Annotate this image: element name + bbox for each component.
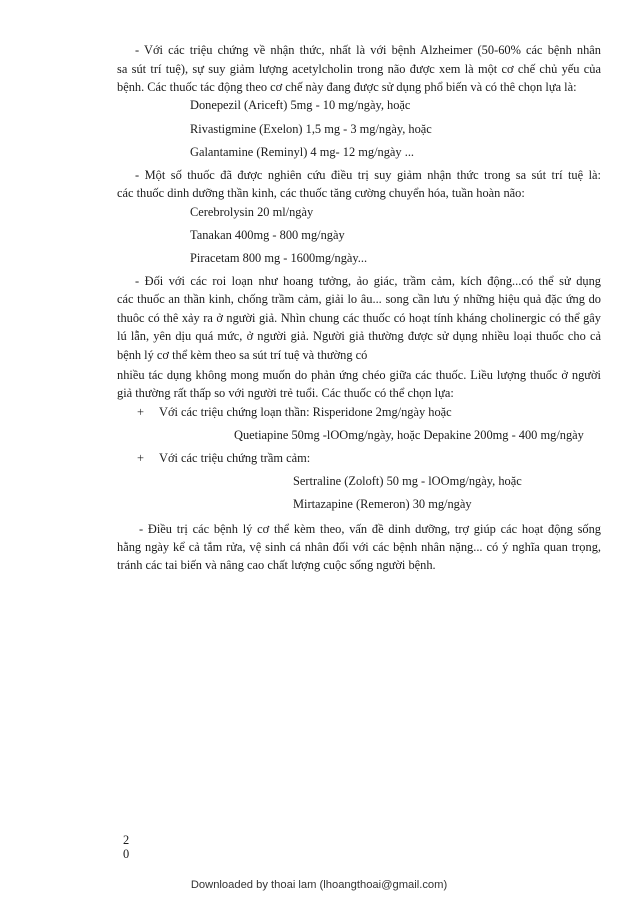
drug-galantamine: Galantamine (Reminyl) 4 mg- 12 mg/ngày ... xyxy=(190,145,415,159)
paragraph-4-line-2: hằng ngày kể cả tắm rửa, vệ sinh cá nhân đối với các bệnh nhân nặng... có ý nghĩa quan trọng, xyxy=(117,540,601,554)
download-footer: Downloaded by thoai lam (lhoangthoai@gmail.com) xyxy=(190,879,448,891)
paragraph-3-line-1: - Đối với các roi loạn như hoang tưởng, ảo giác, trầm cảm, kích động...có thể sử dụng xyxy=(135,274,601,288)
paragraph-3-line-3: thuôc có thê xảy ra ở người giả. Nhìn chung các thuốc có hoạt tính kháng cholinergic có thể gây xyxy=(117,311,601,325)
paragraph-3-line-6: nhiều tác dụng không mong muốn do phản ứng chéo giữa các thuốc. Liều lượng thuốc ở người xyxy=(117,368,601,382)
paragraph-3-line-2: các thuốc an thần kinh, chống trầm cảm, giải lo âu... song cần lưu ý những hiệu quả đặc ứng do xyxy=(117,292,601,306)
drug-donepezil: Donepezil (Ariceft) 5mg - 10 mg/ngày, hoặc xyxy=(190,98,411,112)
paragraph-2-line-1: - Một số thuốc đã được nghiên cứu điều trị suy giảm nhận thức trong sa sút trí tuệ là: xyxy=(135,168,601,182)
drug-quetiapine: Quetiapine 50mg -lOOmg/ngày, hoặc Depakine 200mg - 400 mg/ngày xyxy=(234,428,584,442)
psychosis-bullet: + xyxy=(137,405,144,419)
paragraph-3-line-4: lú lẫn, yên dịu quá mức, ở người giả. Người giả thường được sử dụng nhiều loại thuốc cho cả xyxy=(117,329,601,343)
paragraph-2-line-2: các thuốc dinh dưỡng thần kinh, các thuốc tăng cường chuyển hóa, tuần hoàn não: xyxy=(117,186,525,200)
psychosis-label: Với các triệu chứng loạn thần: Risperidone 2mg/ngày hoặc xyxy=(159,405,452,419)
depression-bullet: + xyxy=(137,451,144,465)
drug-sertraline: Sertraline (Zoloft) 50 mg - lOOmg/ngày, hoặc xyxy=(293,474,522,488)
drug-mirtazapine: Mirtazapine (Remeron) 30 mg/ngày xyxy=(293,497,472,511)
drug-rivastigmine: Rivastigmine (Exelon) 1,5 mg - 3 mg/ngày, hoặc xyxy=(190,122,432,136)
paragraph-4-line-1: - Điều trị các bệnh lý cơ thể kèm theo, vấn đề dinh dưỡng, trợ giúp các hoạt động sống xyxy=(139,522,601,536)
paragraph-1-line-2: sa sút trí tuệ), sự suy giảm lượng acetylcholin trong não được xem là một cơ chế chủ yếu của xyxy=(117,62,601,76)
paragraph-3-line-7: giả thường rất thấp so với người trẻ tuổi. Các thuốc có thể chọn lựa: xyxy=(117,386,454,400)
paragraph-1-line-3: bệnh. Các thuốc tác động theo cơ chế này đang được sử dụng phổ biến và có thê chọn lựa là: xyxy=(117,80,577,94)
depression-label: Với các triệu chứng trầm cảm: xyxy=(159,451,311,465)
page-number-digit-1: 2 xyxy=(123,833,130,847)
paragraph-1-line-1: - Với các triệu chứng về nhận thức, nhất là với bệnh Alzheimer (50-60% các bệnh nhân xyxy=(135,43,601,57)
drug-piracetam: Piracetam 800 mg - 1600mg/ngày... xyxy=(190,251,368,265)
drug-tanakan: Tanakan 400mg - 800 mg/ngày xyxy=(190,228,345,242)
paragraph-4-line-3: tránh các tai biến và nâng cao chất lượng cuộc sống người bệnh. xyxy=(117,558,436,572)
drug-cerebrolysin: Cerebrolysin 20 ml/ngày xyxy=(190,205,314,219)
page-number-digit-2: 0 xyxy=(123,847,130,861)
paragraph-3-line-5: bệnh lý cơ thể kèm theo sa sút trí tuệ và thường có xyxy=(117,348,368,362)
